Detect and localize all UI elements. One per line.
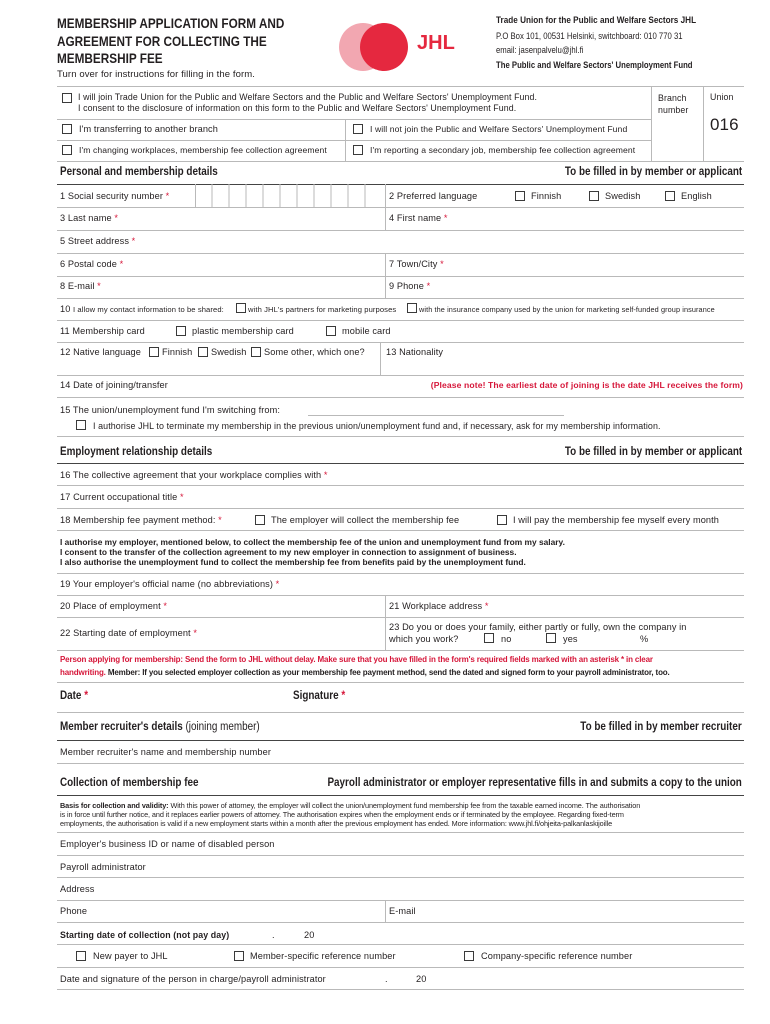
plastic-card-checkbox[interactable] bbox=[176, 326, 186, 336]
member-ref-checkbox[interactable] bbox=[234, 951, 244, 961]
send-note-line-2 bbox=[60, 668, 670, 677]
own-company-yes-checkbox[interactable] bbox=[546, 633, 556, 643]
send-note-red: Person applying for membership: Send the form to JHL without delay. Make sure that you have filled in the form's required fields marked with an asterisk * in clear bbox=[60, 655, 653, 664]
field-23-label-line-1: 23 Do you or does your family, either partly or fully, own the company in bbox=[389, 622, 687, 632]
field-10-number: 10 bbox=[60, 304, 71, 314]
business-id-field[interactable]: Employer's business ID or name of disabled person bbox=[60, 839, 275, 849]
field-8-text: 8 E-mail bbox=[60, 281, 95, 291]
personal-heading-right: To be filled in by member or applicant bbox=[564, 166, 742, 178]
field-10-text: I allow my contact information to be shared: bbox=[73, 305, 224, 314]
form-title-line-3: MEMBERSHIP FEE bbox=[57, 50, 163, 66]
recruiter-field[interactable]: Member recruiter's name and membership number bbox=[60, 747, 272, 757]
field-4-text: 4 First name bbox=[389, 213, 442, 223]
phone-field[interactable]: Phone bbox=[60, 906, 88, 916]
date-label-text: Date bbox=[60, 690, 82, 702]
union-label: Union bbox=[710, 92, 734, 102]
field-14-label[interactable]: 14 Date of joining/transfer bbox=[60, 380, 168, 390]
join-text-line-1: I will join Trade Union for the Public and Welfare Sectors and the Public and Welfare Sectors' Unemployment Fund. bbox=[78, 92, 538, 102]
signature-label[interactable]: Signature * bbox=[293, 690, 346, 702]
lang-finnish-label: Finnish bbox=[531, 191, 562, 201]
authorise-terminate-label: I authorise JHL to terminate my membership in the previous union/unemployment fund and, if necessary, ask for my membership information. bbox=[93, 421, 661, 431]
lang-english-label: English bbox=[681, 191, 712, 201]
ssn-box-grid bbox=[195, 184, 385, 207]
date-signature-label: Date and signature of the person in charge/payroll administrator bbox=[60, 974, 326, 984]
field-19-label[interactable]: 19 Your employer's official name (no abbreviations) * bbox=[60, 579, 280, 589]
secondary-label: I'm reporting a secondary job, membership fee collection agreement bbox=[370, 145, 636, 155]
recruiter-heading-bold: Member recruiter's details bbox=[60, 721, 183, 733]
recruiter-heading-rest: (joining member) bbox=[185, 721, 260, 733]
lang-swedish-label: Swedish bbox=[605, 191, 641, 201]
employment-heading: Employment relationship details bbox=[60, 446, 213, 458]
previous-union-line[interactable] bbox=[308, 415, 564, 416]
collection-basis-line-2: is in force until further notice, and it replaces earlier powers of attorney. The authorisation expires when the employment ends or if terminated by the employee. Regarding fixed-term bbox=[60, 810, 624, 819]
pay-employer-label: The employer will collect the membership fee bbox=[271, 515, 460, 525]
authorise-terminate-checkbox[interactable] bbox=[76, 420, 86, 430]
join-text-line-2: I consent to the disclosure of information on this form to the Public and Welfare Sectors' Unemployment Fund. bbox=[78, 103, 517, 113]
form-title bbox=[57, 15, 284, 68]
field-5-label[interactable]: 5 Street address * bbox=[60, 236, 136, 246]
pay-myself-label: I will pay the membership fee myself every month bbox=[513, 515, 719, 525]
field-9-text: 9 Phone bbox=[389, 281, 424, 291]
field-17-text: 17 Current occupational title bbox=[60, 492, 178, 502]
recruiter-heading-right: To be filled in by member recruiter bbox=[580, 721, 742, 733]
field-21-text: 21 Workplace address bbox=[389, 601, 483, 611]
field-14-note: (Please note! The earliest date of joining is the date JHL receives the form) bbox=[430, 380, 743, 390]
collection-start-dot: . bbox=[272, 930, 275, 940]
share-partners-checkbox[interactable] bbox=[236, 303, 246, 313]
collection-basis-bold: Basis for collection and validity: bbox=[60, 801, 169, 810]
lang-swedish-checkbox[interactable] bbox=[589, 191, 599, 201]
address-field[interactable]: Address bbox=[60, 884, 95, 894]
branch-label-line-1: Branch bbox=[658, 93, 687, 103]
field-1-text: 1 Social security number bbox=[60, 191, 163, 201]
field-18-label: 18 Membership fee payment method: * bbox=[60, 515, 222, 525]
field-23-label-line-2: which you work? bbox=[389, 634, 459, 644]
field-6-text: 6 Postal code bbox=[60, 259, 117, 269]
recruiter-heading bbox=[60, 721, 260, 733]
native-other-label: Some other, which one? bbox=[264, 347, 365, 357]
field-18-text: 18 Membership fee payment method: bbox=[60, 515, 216, 525]
own-company-yes-label: yes bbox=[563, 634, 578, 644]
pay-myself-checkbox[interactable] bbox=[497, 515, 507, 525]
payroll-admin-field[interactable]: Payroll administrator bbox=[60, 862, 146, 872]
lang-english-checkbox[interactable] bbox=[665, 191, 675, 201]
field-19-text: 19 Your employer's official name (no abbreviations) bbox=[60, 579, 274, 589]
company-ref-checkbox[interactable] bbox=[464, 951, 474, 961]
native-finnish-label: Finnish bbox=[162, 347, 193, 357]
org-address: P.O Box 101, 00531 Helsinki, switchboard: 010 770 31 bbox=[496, 30, 683, 41]
branch-number-label bbox=[658, 92, 688, 116]
own-company-no-label: no bbox=[501, 634, 512, 644]
transfer-checkbox[interactable] bbox=[62, 124, 72, 134]
field-17-label[interactable]: 17 Current occupational title * bbox=[60, 492, 184, 502]
member-ref-label: Member-specific reference number bbox=[250, 951, 396, 961]
personal-heading: Personal and membership details bbox=[60, 166, 218, 178]
field-6-label[interactable]: 6 Postal code * bbox=[60, 259, 124, 269]
native-finnish-checkbox[interactable] bbox=[149, 347, 159, 357]
ssn-boxes[interactable] bbox=[195, 184, 385, 207]
send-note-black: Member: If you selected employer collection as your membership fee payment method, send the dated and signed form to your payroll administrator, too. bbox=[107, 668, 670, 677]
collection-heading-right: Payroll administrator or employer representative fills in and submits a copy to the union bbox=[327, 777, 742, 789]
field-22-text: 22 Starting date of employment bbox=[60, 628, 191, 638]
field-3-label[interactable]: 3 Last name * bbox=[60, 213, 119, 223]
collection-basis-line-3: employments, the authorisation is valid if a new employment starts within a month after the previous employment has ended. More information: www.jhl.fi/ohjeita-palkanlaskijoille bbox=[60, 819, 613, 828]
send-note-red-end: handwriting. bbox=[60, 668, 106, 677]
own-company-no-checkbox[interactable] bbox=[484, 633, 494, 643]
employment-heading-right: To be filled in by member or applicant bbox=[564, 446, 742, 458]
share-insurance-checkbox[interactable] bbox=[407, 303, 417, 313]
native-other-checkbox[interactable] bbox=[251, 347, 261, 357]
field-20-label[interactable]: 20 Place of employment * bbox=[60, 601, 168, 611]
field-7-label[interactable]: 7 Town/City * bbox=[389, 259, 444, 269]
changing-label: I'm changing workplaces, membership fee collection agreement bbox=[79, 145, 327, 155]
company-ref-label: Company-specific reference number bbox=[481, 951, 633, 961]
field-15-label: 15 The union/unemployment fund I'm switching from: bbox=[60, 405, 281, 415]
union-number: 016 bbox=[710, 115, 739, 134]
date-signature-year[interactable]: 20 bbox=[416, 974, 427, 984]
jhl-logo-text: JHL bbox=[417, 32, 455, 54]
authorisation-line-2: I consent to the transfer of the collection agreement to my new employer in connection to assignment of business. bbox=[60, 547, 517, 557]
email-field[interactable]: E-mail bbox=[389, 906, 416, 916]
form-title-line-2: AGREEMENT FOR COLLECTING THE bbox=[57, 32, 267, 49]
collection-heading: Collection of membership fee bbox=[60, 777, 199, 789]
collection-basis-line-1: With this power of attorney, the employer will collect the union/unemployment fund membership fee from the taxable earned income. The authorisation bbox=[170, 801, 641, 810]
org-email: email: jasenpalvelu@jhl.fi bbox=[496, 45, 584, 55]
field-3-text: 3 Last name bbox=[60, 213, 112, 223]
field-12-label: 12 Native language bbox=[60, 347, 141, 357]
date-label[interactable]: Date * bbox=[60, 690, 89, 702]
field-4-label[interactable]: 4 First name * bbox=[389, 213, 448, 223]
authorisation-line-1: I authorise my employer, mentioned below, to collect the membership fee of the union and unemployment fund from my salary. bbox=[60, 537, 565, 547]
secondary-checkbox[interactable] bbox=[353, 145, 363, 155]
instructions-note: Turn over for instructions for filling in the form. bbox=[57, 69, 255, 80]
transfer-label: I'm transferring to another branch bbox=[79, 124, 218, 134]
authorisation-line-3: I also authorise the unemployment fund to collect the membership fee from benefits paid by the unemployment fund. bbox=[60, 557, 526, 567]
field-2-label: 2 Preferred language bbox=[389, 191, 478, 201]
not-join-fund-checkbox[interactable] bbox=[353, 124, 363, 134]
native-swedish-checkbox[interactable] bbox=[198, 347, 208, 357]
share-partners-label: with JHL's partners for marketing purposes bbox=[248, 305, 397, 314]
org-info bbox=[496, 14, 696, 72]
jhl-logo bbox=[336, 20, 466, 74]
org-fund: The Public and Welfare Sectors' Unemployment Fund bbox=[496, 59, 693, 70]
field-8-label[interactable]: 8 E-mail * bbox=[60, 281, 101, 291]
collection-basis bbox=[60, 801, 640, 828]
branch-label-line-2: number bbox=[658, 105, 689, 115]
not-join-fund-label: I will not join the Public and Welfare Sectors' Unemployment Fund bbox=[370, 124, 628, 134]
authorisation-text bbox=[60, 537, 565, 567]
share-insurance-label: with the insurance company used by the union for marketing self-funded group insurance bbox=[419, 305, 715, 314]
new-payer-label: New payer to JHL bbox=[93, 951, 168, 961]
new-payer-checkbox[interactable] bbox=[76, 951, 86, 961]
lang-finnish-checkbox[interactable] bbox=[515, 191, 525, 201]
changing-checkbox[interactable] bbox=[62, 145, 72, 155]
join-checkbox[interactable] bbox=[62, 93, 72, 103]
field-13-label[interactable]: 13 Nationality bbox=[386, 347, 444, 357]
mobile-card-label: mobile card bbox=[342, 326, 391, 336]
plastic-card-label: plastic membership card bbox=[192, 326, 294, 336]
own-company-percent: % bbox=[640, 634, 649, 644]
field-21-label[interactable]: 21 Workplace address * bbox=[389, 601, 489, 611]
collection-start-year[interactable]: 20 bbox=[304, 930, 315, 940]
mobile-card-checkbox[interactable] bbox=[326, 326, 336, 336]
signature-label-text: Signature bbox=[293, 690, 339, 702]
field-22-label[interactable]: 22 Starting date of employment * bbox=[60, 628, 198, 638]
date-signature-dot: . bbox=[385, 974, 388, 984]
collection-start-date-label: Starting date of collection (not pay day) bbox=[60, 930, 230, 940]
field-7-text: 7 Town/City bbox=[389, 259, 438, 269]
org-name: Trade Union for the Public and Welfare Sectors JHL bbox=[496, 15, 697, 26]
native-swedish-label: Swedish bbox=[211, 347, 247, 357]
field-1-label: 1 Social security number * bbox=[60, 191, 170, 201]
field-9-label[interactable]: 9 Phone * bbox=[389, 281, 431, 291]
pay-employer-checkbox[interactable] bbox=[255, 515, 265, 525]
field-5-text: 5 Street address bbox=[60, 236, 130, 246]
field-20-text: 20 Place of employment bbox=[60, 601, 161, 611]
form-title-line-1: MEMBERSHIP APPLICATION FORM AND bbox=[57, 15, 285, 31]
field-11-label: 11 Membership card bbox=[60, 326, 145, 336]
field-16-label[interactable]: 16 The collective agreement that your workplace complies with * bbox=[60, 470, 328, 480]
field-16-text: 16 The collective agreement that your workplace complies with bbox=[60, 470, 322, 480]
